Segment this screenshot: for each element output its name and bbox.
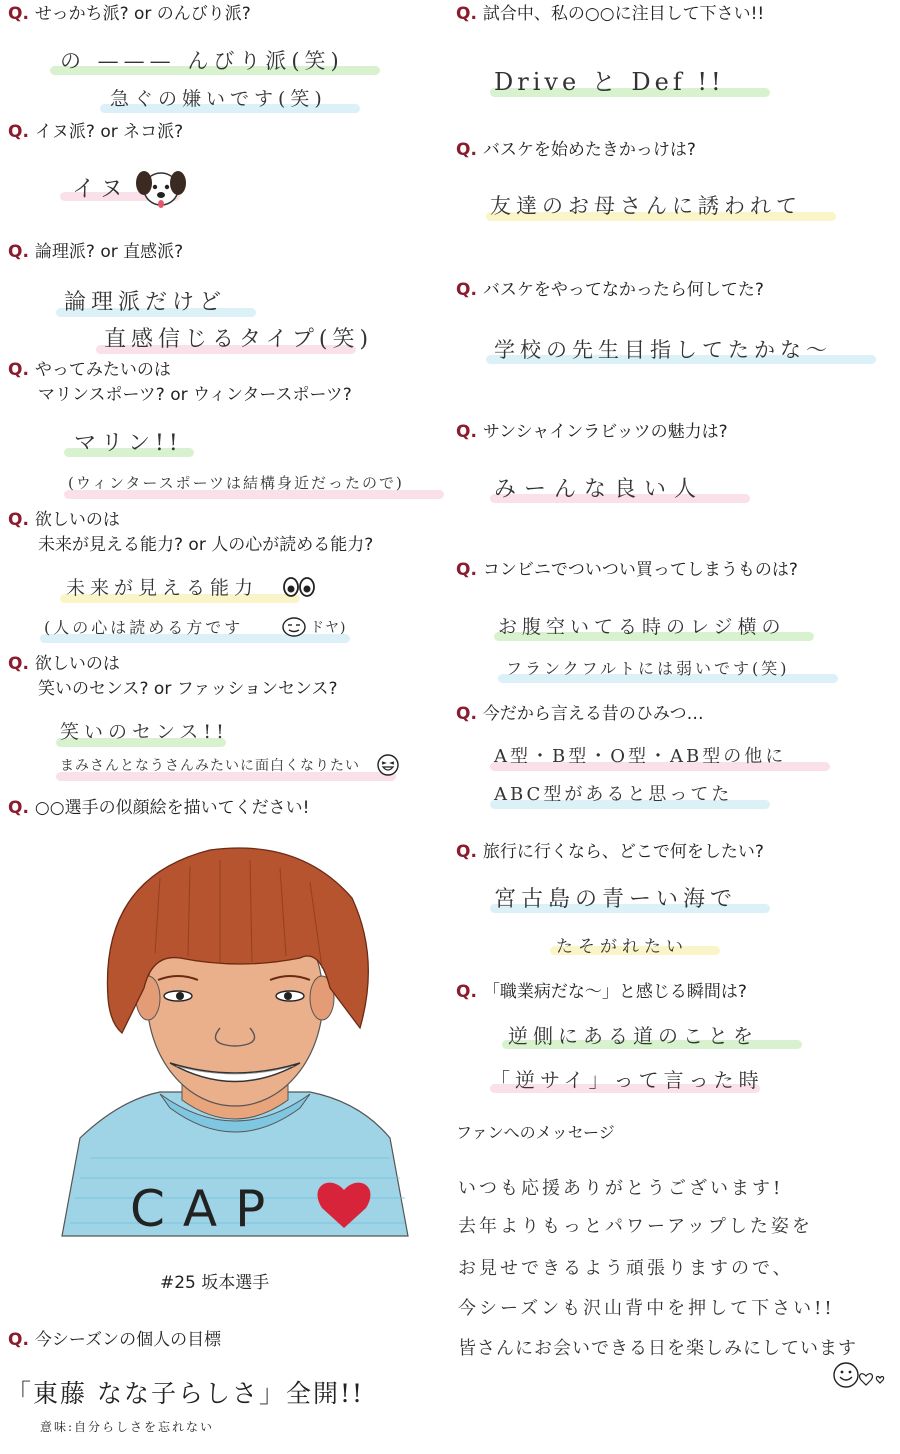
question-8: Q. 試合中、私の○○に注目して下さい!! (456, 4, 765, 24)
answer-6-line-1: 笑いのセンス!! (60, 721, 229, 743)
answer-13-line-2: ABC型があると思ってた (494, 784, 733, 805)
answer-14-line-2: たそがれたい (556, 937, 688, 957)
answer-5-line-2: (人の心は読める方です (44, 618, 244, 637)
sparkly-eyes-icon (282, 573, 316, 599)
answer-13-line-1: A型・B型・O型・AB型の他に (494, 746, 787, 767)
answer-15-line-2: 「逆サイ」って言った時 (490, 1068, 764, 1092)
question-goal: Q. 今シーズンの個人の目標 (8, 1330, 222, 1350)
answer-4-line-2: (ウィンタースポーツは結構身近だったので) (68, 474, 404, 492)
question-12: Q. コンビニでついつい買ってしまうものは? (456, 560, 798, 580)
answer-1-line-1: の ——— んびり派(笑) (60, 49, 344, 73)
message-line-1: いつも応援ありがとうございます! (458, 1178, 784, 1199)
answer-12-line-1: お腹空いてる時のレジ横の (498, 616, 786, 638)
message-line-5: 皆さんにお会いできる日を楽しみにしています (458, 1338, 857, 1359)
message-title: ファンへのメッセージ (456, 1123, 615, 1142)
shirt-text: CAP (130, 1180, 284, 1238)
message-line-2: 去年よりもっとパワーアップした姿を (458, 1216, 813, 1237)
answer-15-line-1: 逆側にある道のことを (508, 1024, 758, 1048)
portrait-caption: #25 坂本選手 (160, 1273, 270, 1293)
answer-3-line-2: 直感信じるタイプ(笑) (104, 327, 374, 352)
question-10: Q. バスケをやってなかったら何してた? (456, 280, 764, 300)
answer-5-line-1: 未来が見える能力 (66, 577, 259, 599)
question-3: Q. 論理派? or 直感派? (8, 242, 184, 262)
answer-14-line-1: 宮古島の青ーい海で (494, 887, 738, 912)
answer-3-line-1: 論理派だけど (64, 290, 227, 315)
question-13: Q. 今だから言える昔のひみつ… (456, 704, 704, 724)
smiley-hearts-icon (832, 1360, 888, 1390)
message-line-4: 今シーズンも沢山背中を押して下さい!! (458, 1298, 835, 1319)
answer-12-line-2: フランクフルトには弱いです(笑) (506, 659, 790, 678)
answer-10: 学校の先生目指してたかな〜 (494, 338, 832, 362)
goal-line: 「東藤 なな子らしさ」全開!! (6, 1379, 365, 1408)
portrait-drawing (60, 838, 410, 1238)
answer-4-line-1: マリン!! (74, 431, 183, 456)
question-9: Q. バスケを始めたきかっけは? (456, 140, 696, 160)
smug-face-icon (282, 617, 306, 637)
question-7: Q. ○○選手の似顔絵を描いてください! (8, 798, 310, 818)
laughing-face-icon (376, 754, 400, 776)
question-5: Q. 欲しいのは 未来が見える能力? or 人の心が読める能力? (8, 510, 374, 555)
question-11: Q. サンシャインラビッツの魅力は? (456, 422, 728, 442)
answer-6-line-2: まみさんとなうさんみたいに面白くなりたい (60, 758, 360, 774)
answer-11: みーんな良い人 (494, 477, 705, 502)
message-line-3: お見せできるよう頑張りますので、 (458, 1258, 794, 1279)
answer-2: イヌ (72, 176, 128, 202)
question-14: Q. 旅行に行くなら、どこで何をしたい? (456, 842, 764, 862)
question-6: Q. 欲しいのは 笑いのセンス? or ファッションセンス? (8, 654, 338, 699)
question-15: Q. 「職業病だな〜」と感じる瞬間は? (456, 982, 747, 1002)
question-2: Q. イヌ派? or ネコ派? (8, 122, 184, 142)
answer-1-line-2: 急ぐの嫌いです(笑) (110, 88, 327, 110)
goal-note: 意味:自分らしさを忘れない (40, 1420, 215, 1434)
answer-9: 友達のお母さんに誘われて (490, 194, 802, 218)
answer-8: Drive と Def !! (494, 68, 725, 96)
q-mark: Q. (8, 4, 29, 24)
dog-icon (132, 165, 190, 213)
question-1: Q. せっかち派? or のんびり派? (8, 4, 251, 24)
answer-5-suffix: ドヤ) (310, 620, 347, 636)
question-4: Q. やってみたいのは マリンスポーツ? or ウィンタースポーツ? (8, 360, 352, 405)
